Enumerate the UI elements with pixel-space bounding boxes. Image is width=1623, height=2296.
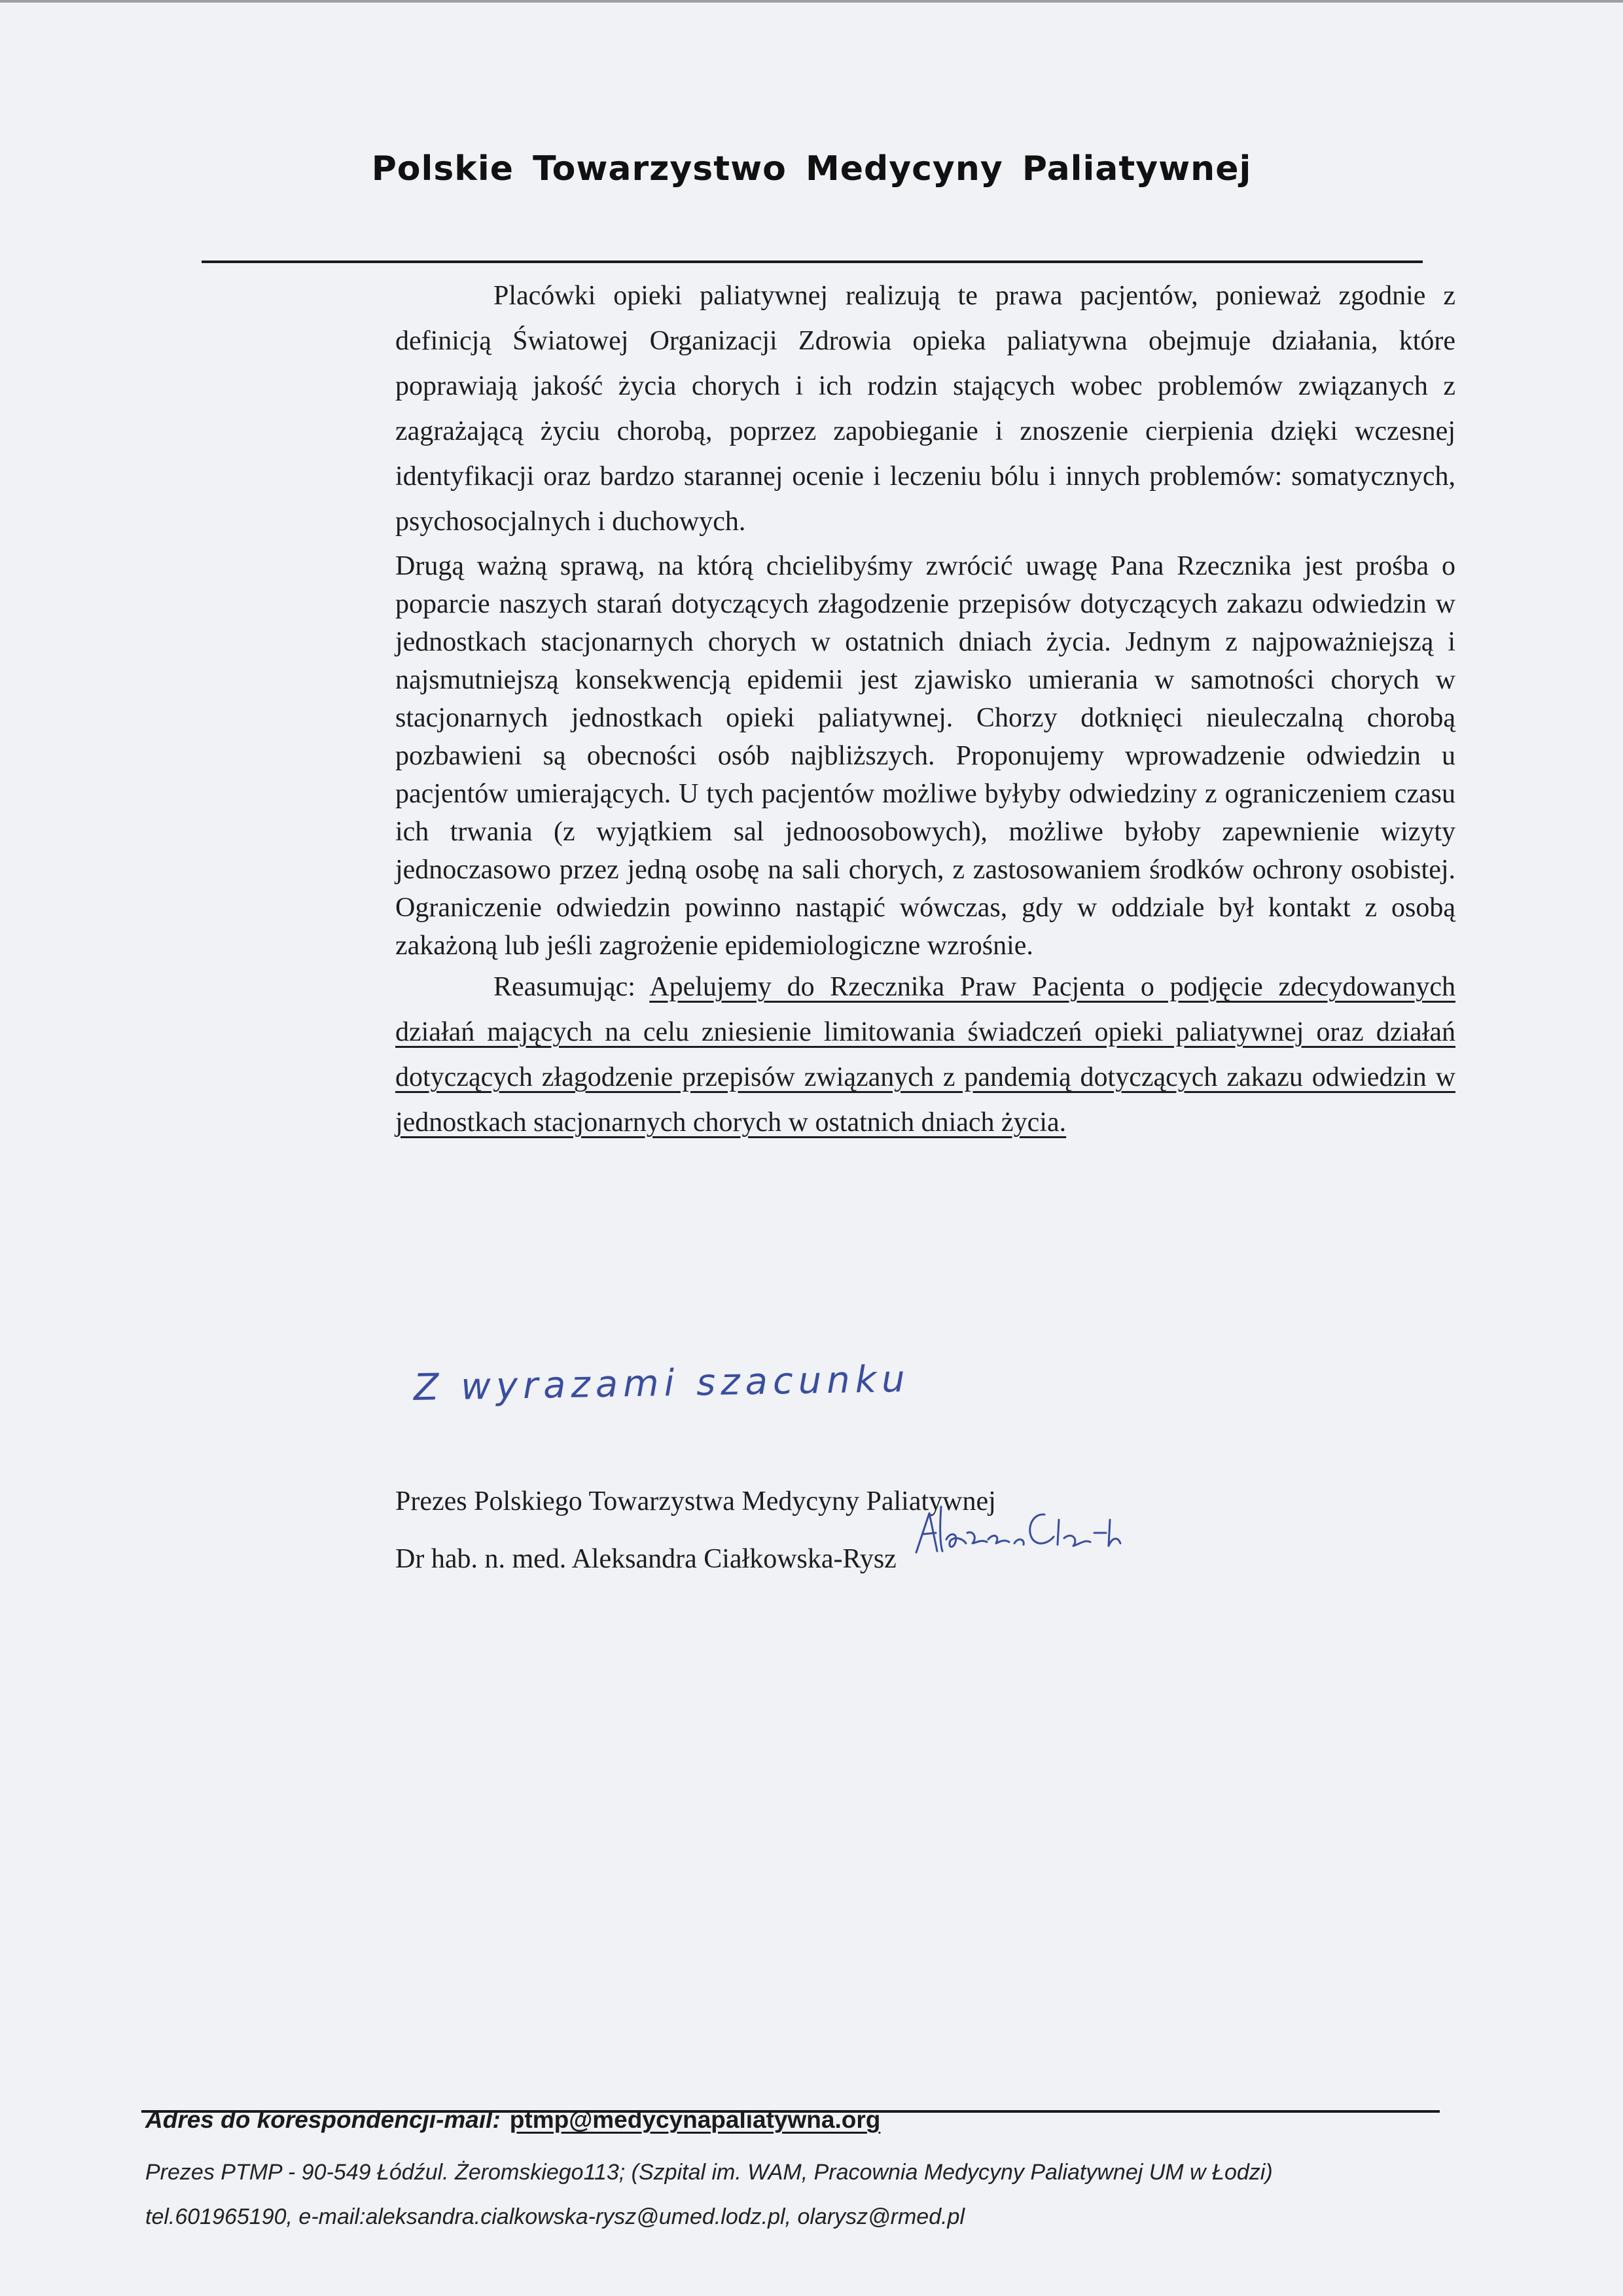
letter-body xyxy=(395,274,1455,1145)
footer-phone-email: tel.601965190, e-mail:aleksandra.cialkowska-rysz@umed.lodz.pl, olarysz@rmed.pl xyxy=(145,2204,965,2229)
conclusion-appeal: Apelujemy do Rzecznika Praw Pacjenta o podjęcie zdecydowanych działań mających na celu zniesienie limitowania świadczeń opieki paliatywnej oraz działań dotyczących złagodzenie przepisów związanych z pandemią dotyczących zakazu odwiedzin w jednostkach stacjonarnych chorych w ostatnich dniach życia. xyxy=(395,972,1455,1138)
signatory-title: Prezes Polskiego Towarzystwa Medycyny Paliatywnej xyxy=(395,1486,996,1516)
signatory-name: Dr hab. n. med. Aleksandra Ciałkowska-Rysz xyxy=(395,1544,897,1574)
letterhead-divider xyxy=(202,260,1423,263)
signature-block xyxy=(395,1473,996,1588)
footer-contact-email-link[interactable]: ptmp@medycynapaliatywna.org xyxy=(509,2106,881,2133)
footer-contact xyxy=(145,2106,880,2134)
paragraph-palliative-care: Placówki opieki paliatywnej realizują te prawa pacjentów, ponieważ zgodnie z definicją Światowej Organizacji Zdrowia opieka paliatywna obejmuje działania, które poprawiają jakość życia chorych i ich rodzin stających wobec problemów związanych z zagrażającą życiu chorobą, poprzez zapobieganie i znoszenie cierpienia dzięki wczesnej identyfikacji oraz bardzo starannej ocenie i leczeniu bólu i innych problemów: somatycznych, psychosocjalnych i duchowych. xyxy=(395,281,1455,537)
paragraph-conclusion xyxy=(395,965,1455,1145)
footer-address: Prezes PTMP - 90-549 Łódźul. Żeromskiego113; (Szpital im. WAM, Pracownia Medycyny Paliatywnej UM w Łodzi) xyxy=(145,2160,1273,2185)
scan-edge xyxy=(0,0,1623,3)
paragraph-visiting-restrictions: Drugą ważną sprawą, na którą chcielibyśmy zwrócić uwagę Pana Rzecznika jest prośba o poparcie naszych starań dotyczących złagodzenie przepisów dotyczących zakazu odwiedzin w jednostkach stacjonarnych chorych w ostatnich dniach życia. Jednym z najpoważniejszą i najsmutniejszą konsekwencją epidemii jest zjawisko umierania w samotności chorych w stacjonarnych jednostkach opieki paliatywnej. Chorzy dotknięci nieuleczalną chorobą pozbawieni są obecności osób najbliższych. Proponujemy wprowadzenie odwiedzin u pacjentów umierających. U tych pacjentów możliwe byłyby odwiedziny z ograniczeniem czasu ich trwania (z wyjątkiem sal jednoosobowych), możliwe byłoby zapewnienie wizyty jednoczasowo przez jedną osobę na sali chorych, z zastosowaniem środków ochrony osobistej. Ograniczenie odwiedzin powinno nastąpić wówczas, gdy w oddziale był kontakt z osobą zakażoną lub jeśli zagrożenie epidemiologiczne wzrośnie. xyxy=(395,551,1455,961)
conclusion-lead: Reasumując: xyxy=(493,972,635,1002)
letterhead-title: Polskie Towarzystwo Medycyny Paliatywnej xyxy=(371,149,1252,188)
footer-contact-label: Adres do korespondencji-mail: xyxy=(145,2106,501,2133)
handwritten-greeting: Z wyrazami szacunku xyxy=(413,1357,911,1409)
